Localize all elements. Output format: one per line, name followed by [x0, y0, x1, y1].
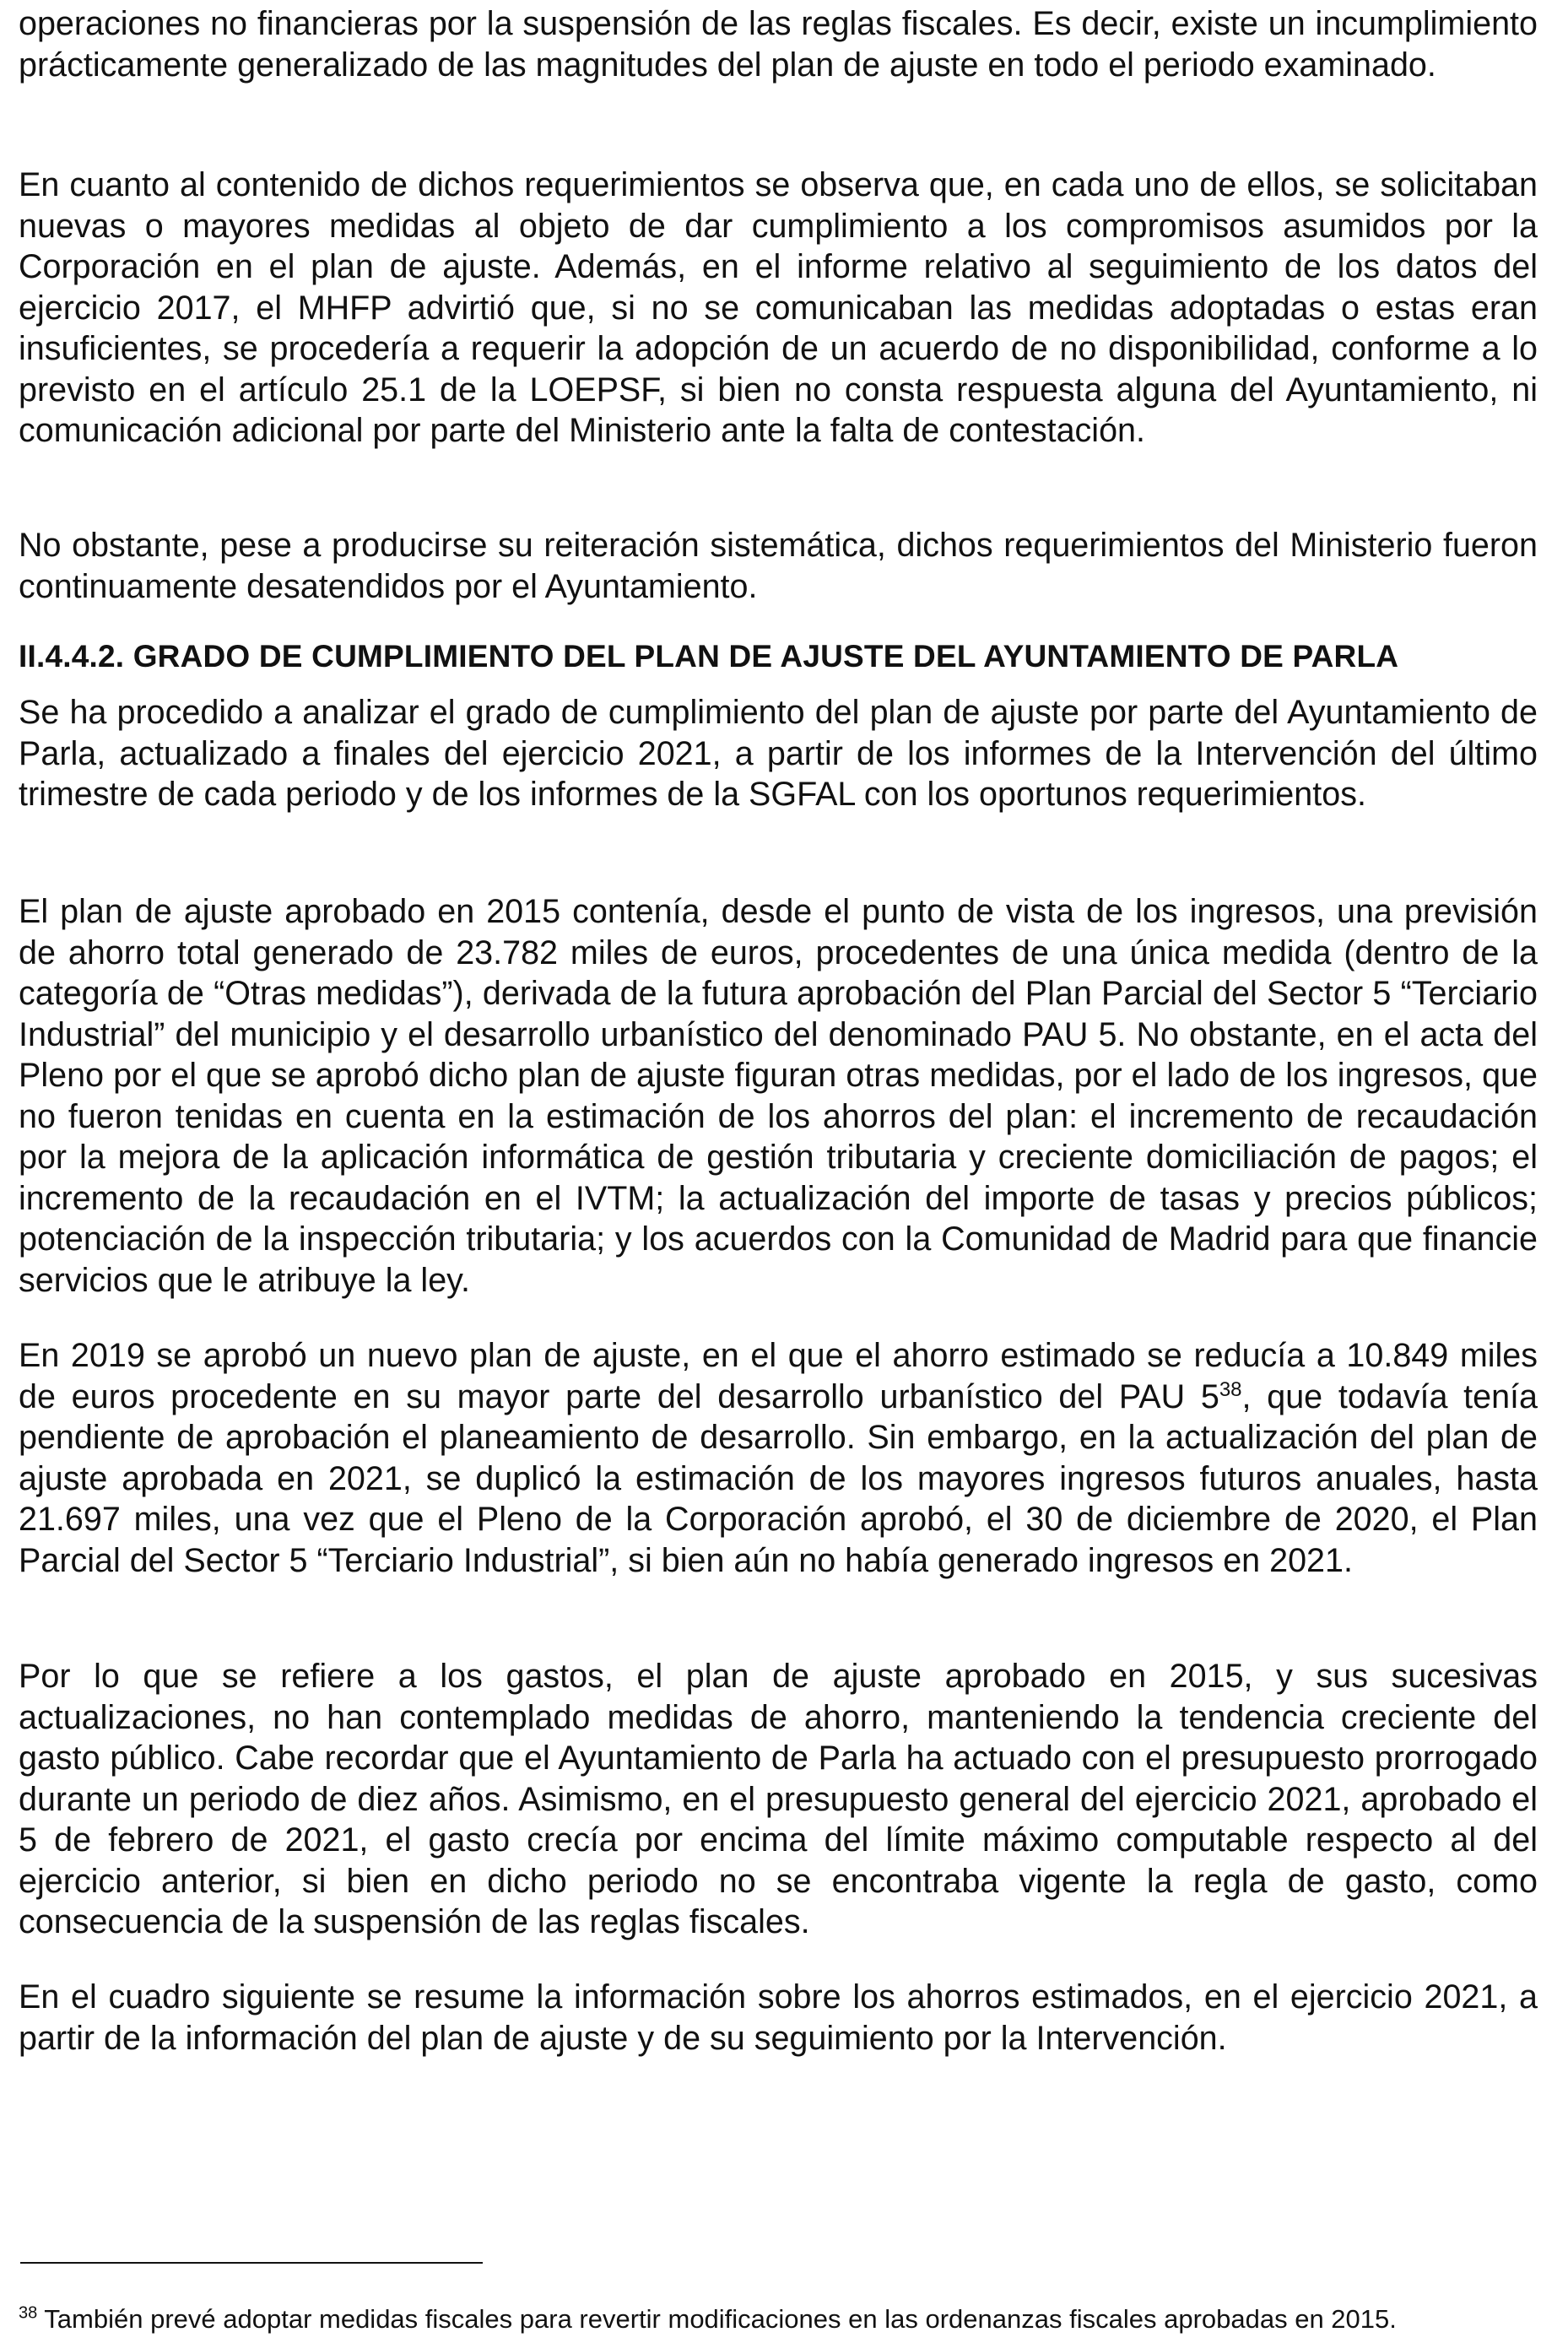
footnote-reference: 38 — [1219, 1377, 1242, 1401]
footnote — [19, 2302, 1554, 2336]
paragraph-6-text-a: En 2019 se aprobó un nuevo plan de ajuste, en el que el ahorro estimado se reducía a 10.849 miles de euros procedente en su mayor parte del desarrollo urbanístico del PAU 5 — [19, 1337, 1538, 1415]
paragraph-8: En el cuadro siguiente se resume la información sobre los ahorros estimados, en el ejercicio 2021, a partir de la información del plan de ajuste y de su seguimiento por la Intervención. — [19, 1978, 1538, 2057]
paragraph-2: En cuanto al contenido de dichos requerimientos se observa que, en cada uno de ellos, se solicitaban nuevas o mayores medidas al objeto de dar cumplimiento a los compromisos asumidos por la Corporación en el plan de ajuste. Además, en el informe relativo al seguimiento de los datos del ejercicio 2017, el MHFP advirtió que, si no se comunicaban las medidas adoptadas o estas eran insuficientes, se procedería a requerir la adopción de un acuerdo de no disponibilidad, conforme a lo previsto en el artículo 25.1 de la LOEPSF, si bien no consta respuesta alguna del Ayuntamiento, ni comunicación adicional por parte del Ministerio ante la falta de contestación. — [19, 166, 1538, 449]
paragraph-5: El plan de ajuste aprobado en 2015 contenía, desde el punto de vista de los ingresos, una previsión de ahorro total generado de 23.782 miles de euros, procedentes de una única medida (dentro de la categoría de “Otras medidas”), derivada de la futura aprobación del Plan Parcial del Sector 5 “Terciario Industrial” del municipio y el desarrollo urbanístico del denominado PAU 5. No obstante, en el acta del Pleno por el que se aprobó dicho plan de ajuste figuran otras medidas, por el lado de los ingresos, que no fueron tenidas en cuenta en la estimación de los ahorros del plan: el incremento de recaudación por la mejora de la aplicación informática de gestión tributaria y creciente domiciliación de pagos; el incremento de la recaudación en el IVTM; la actualización del importe de tasas y precios públicos; potenciación de la inspección tributaria; y los acuerdos con la Comunidad de Madrid para que financie servicios que le atribuye la ley. — [19, 893, 1538, 1299]
paragraph-6 — [19, 1335, 1538, 1581]
footnote-number: 38 — [19, 2303, 38, 2323]
paragraph-3: No obstante, pese a producirse su reiteración sistemática, dichos requerimientos del Ministerio fueron continuamente desatendidos por el Ayuntamiento. — [19, 527, 1538, 605]
paragraph-1: operaciones no financieras por la suspensión de las reglas fiscales. Es decir, existe un incumplimiento prácticamente generalizado de las magnitudes del plan de ajuste en todo el periodo examinado. — [19, 5, 1538, 84]
footnote-text: También prevé adoptar medidas fiscales para revertir modificaciones en las ordenanzas fiscales aprobadas en 2015. — [37, 2304, 1397, 2334]
paragraph-7: Por lo que se refiere a los gastos, el plan de ajuste aprobado en 2015, y sus sucesivas actualizaciones, no han contemplado medidas de ahorro, manteniendo la tendencia creciente del gasto público. Cabe recordar que el Ayuntamiento de Parla ha actuado con el presupuesto prorrogado durante un periodo de diez años. Asimismo, en el presupuesto general del ejercicio 2021, aprobado el 5 de febrero de 2021, el gasto crecía por encima del límite máximo computable respecto al del ejercicio anterior, si bien en dicho periodo no se encontraba vigente la regla de gasto, como consecuencia de la suspensión de las reglas fiscales. — [19, 1658, 1538, 1940]
paragraph-6-text-b: , que todavía tenía pendiente de aprobación el planeamiento de desarrollo. Sin embargo, en la actualización del plan de ajuste aprobada en 2021, se duplicó la estimación de los mayores ingresos futuros anuales, hasta 21.697 miles, una vez que el Pleno de la Corporación aprobó, el 30 de diciembre de 2020, el Plan Parcial del Sector 5 “Terciario Industrial”, si bien aún no había generado ingresos en 2021. — [19, 1377, 1538, 1579]
section-heading: II.4.4.2. GRADO DE CUMPLIMIENTO DEL PLAN DE AJUSTE DEL AYUNTAMIENTO DE PARLA — [19, 639, 1399, 674]
paragraph-4: Se ha procedido a analizar el grado de cumplimiento del plan de ajuste por parte del Ayuntamiento de Parla, actualizado a finales del ejercicio 2021, a partir de los informes de la Intervención del último trimestre de cada periodo y de los informes de la SGFAL con los oportunos requerimientos. — [19, 694, 1538, 813]
footnote-separator — [20, 2262, 483, 2264]
